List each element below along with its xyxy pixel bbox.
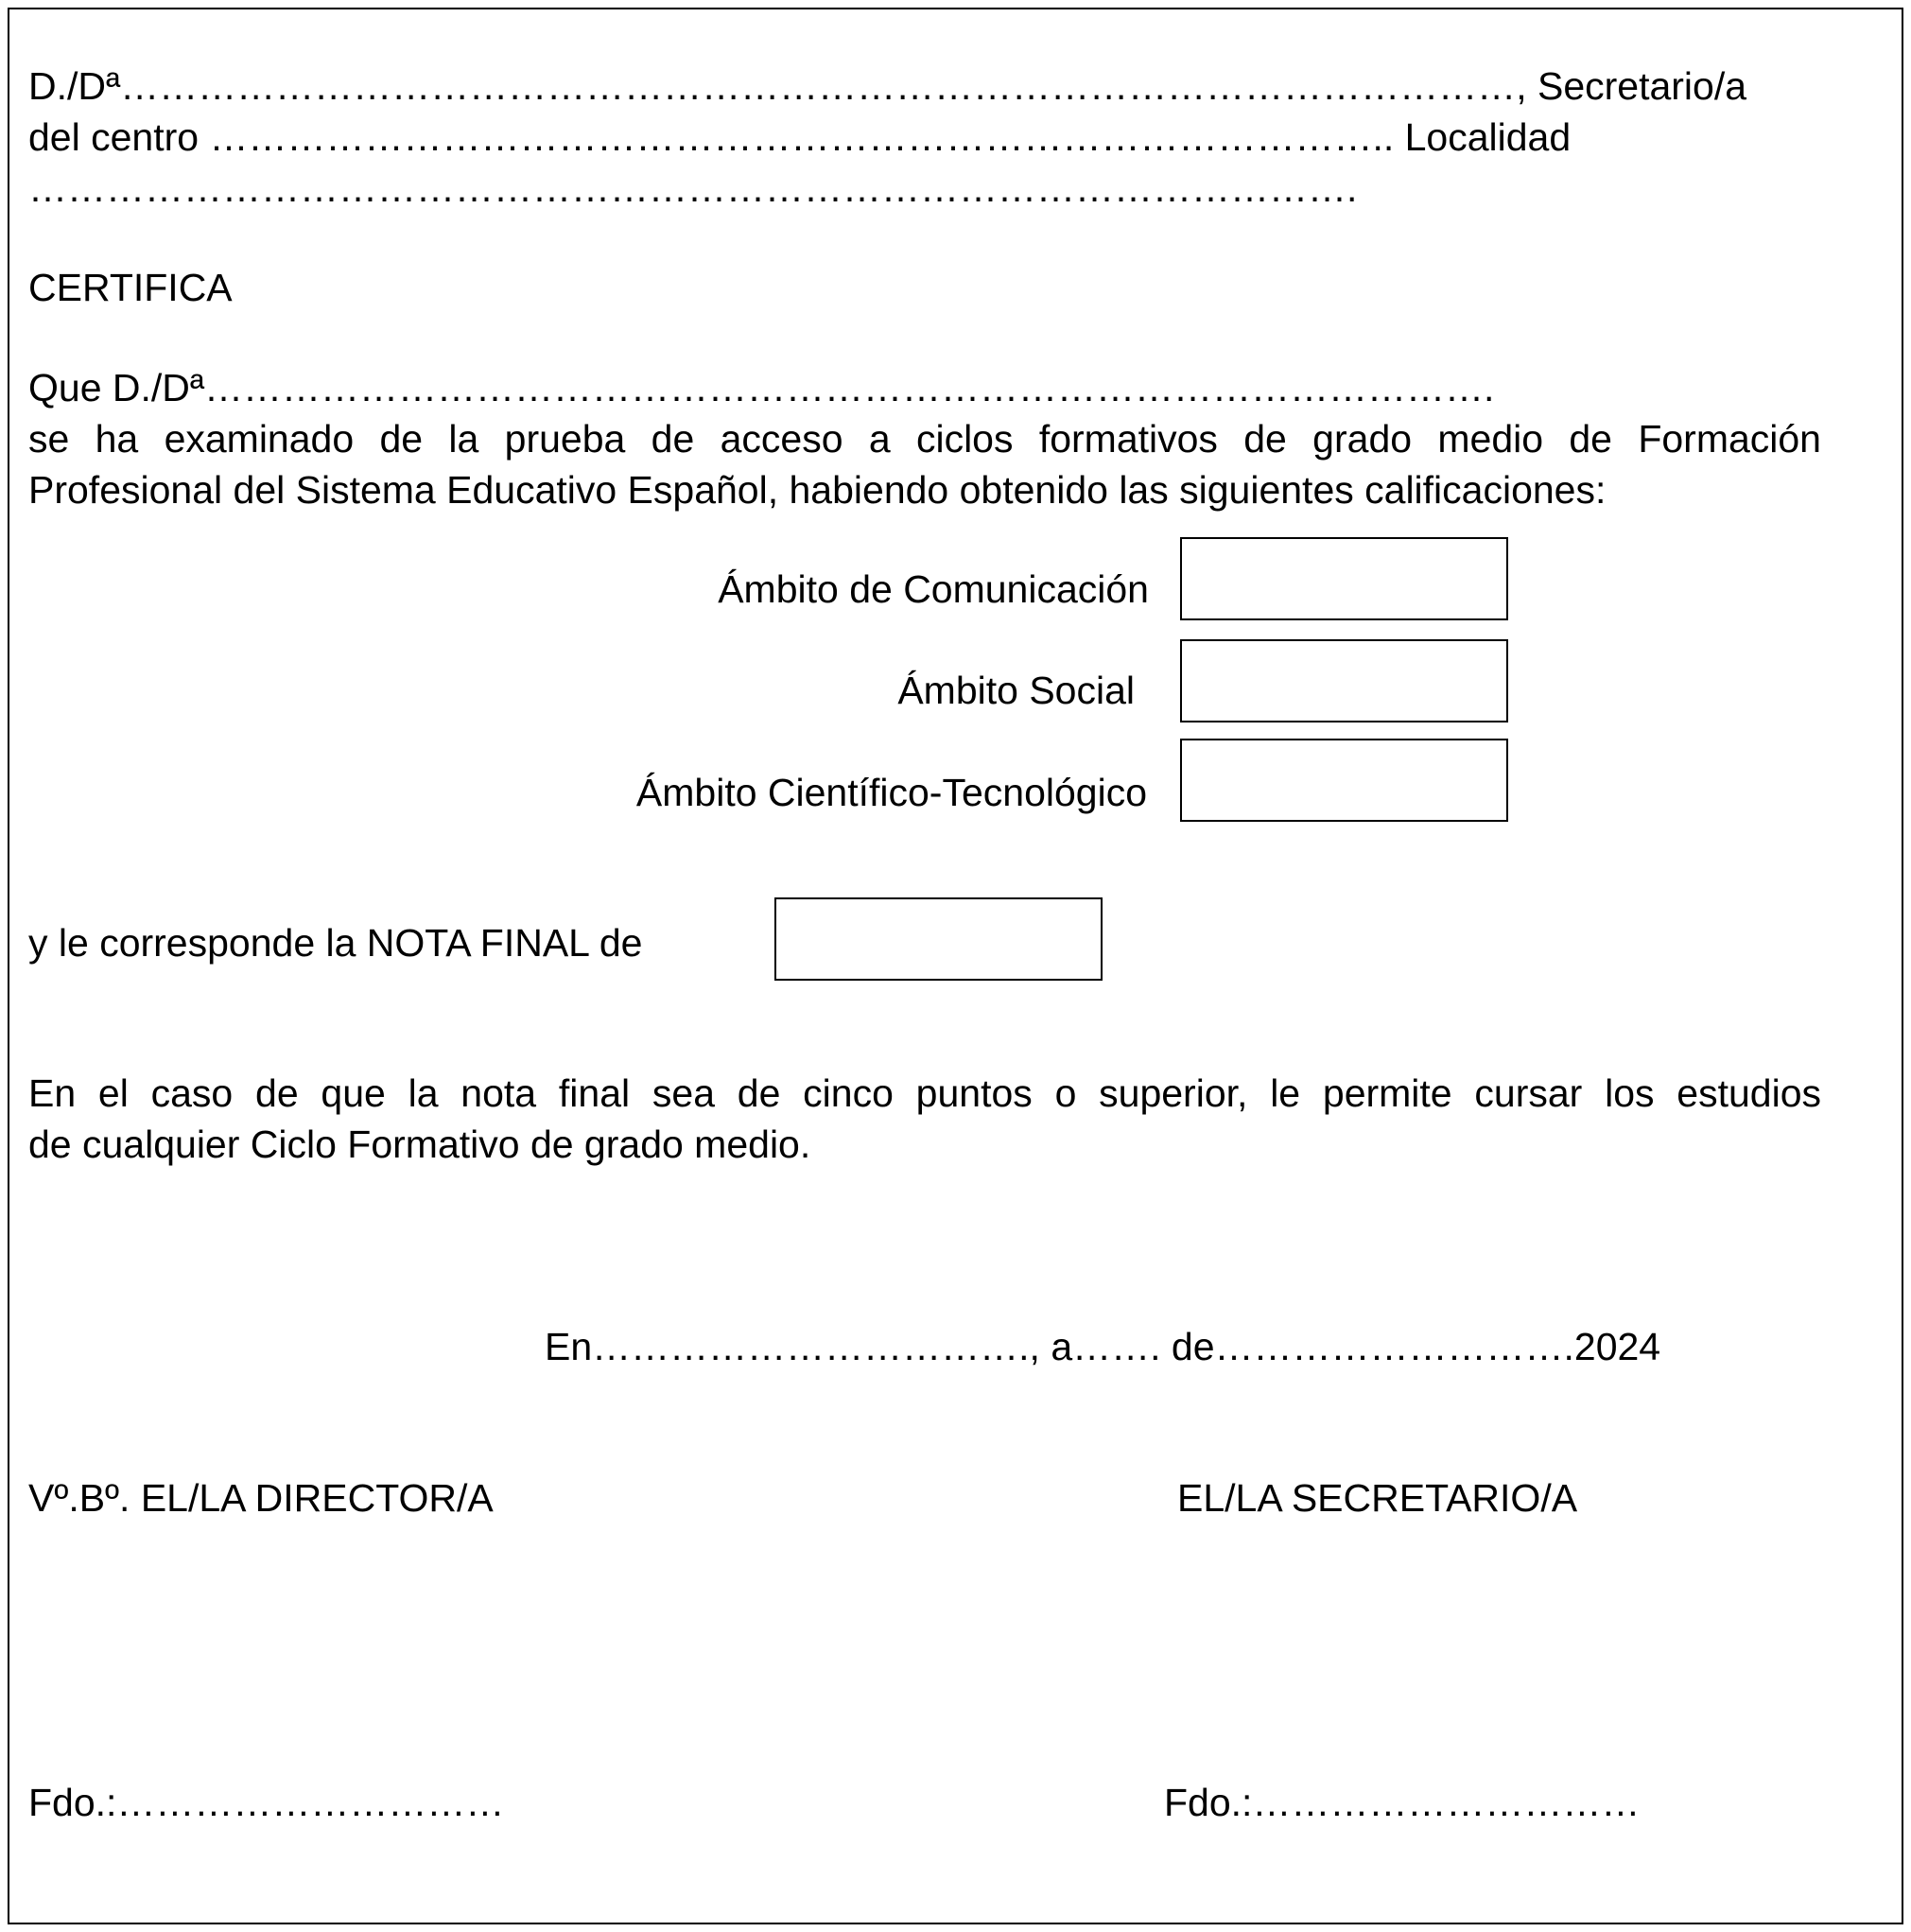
header-line-2: del centro ……………………………………………………………………………….. Localidad xyxy=(28,115,1572,159)
grade-box-comunicacion[interactable] xyxy=(1180,537,1508,620)
grade-label-social: Ámbito Social xyxy=(897,669,1135,712)
date-line: En……………………………., a……. de……………………….2024 xyxy=(545,1325,1661,1368)
header-line-1 xyxy=(28,61,1872,112)
secretary-signature-line: Fdo.:………………………… xyxy=(1164,1781,1641,1824)
note-line-2: de cualquier Ciclo Formativo de grado medio. xyxy=(28,1123,811,1166)
exam-statement-line-1: se ha examinado de la prueba de acceso a ciclos formativos de grado medio de Formación xyxy=(28,417,1821,461)
grade-box-social[interactable] xyxy=(1180,639,1508,722)
header-role: , Secretario/a xyxy=(1516,64,1747,108)
grade-box-cientifico[interactable] xyxy=(1180,739,1508,822)
secretary-title: EL/LA SECRETARIO/A xyxy=(1177,1476,1578,1520)
grade-label-comunicacion: Ámbito de Comunicación xyxy=(718,567,1149,611)
certifica-heading: CERTIFICA xyxy=(28,266,233,309)
note-line-1: En el caso de que la nota final sea de cinco puntos o superior, le permite cursar los estudios xyxy=(28,1071,1821,1115)
student-name-line: Que D./Dª………………………………………………………………………………………. xyxy=(28,366,1495,409)
header-name-blank: D./Dª……………………………………………………………………………………………… xyxy=(28,64,1517,108)
exam-statement-line-2: Profesional del Sistema Educativo Español, habiendo obtenido las siguientes calificaciones: xyxy=(28,468,1607,512)
exam-statement xyxy=(28,413,1821,464)
final-grade-box[interactable] xyxy=(774,897,1103,981)
grade-label-cientifico: Ámbito Científico-Tecnológico xyxy=(635,771,1147,814)
header-line-3: …………………………………………………………………………………………. xyxy=(28,166,1358,210)
note-paragraph xyxy=(28,1068,1821,1119)
director-title: Vº.Bº. EL/LA DIRECTOR/A xyxy=(28,1476,494,1520)
director-signature-line: Fdo.:………………………… xyxy=(28,1781,505,1824)
final-grade-label: y le corresponde la NOTA FINAL de xyxy=(28,921,643,965)
